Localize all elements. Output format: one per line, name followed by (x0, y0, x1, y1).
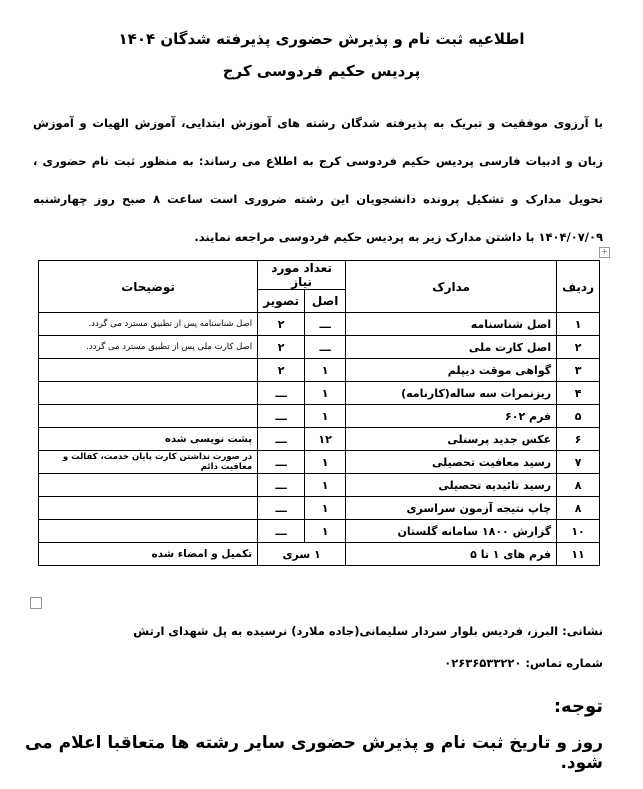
original-count: ۱۲ (305, 428, 346, 451)
document-name: عکس جدید پرسنلی (346, 428, 557, 451)
note: در صورت نداشتن کارت پایان خدمت، کفالت و معافیت دائم (39, 451, 258, 474)
original-count: ـــ (305, 336, 346, 359)
header-notes: توضیحات (39, 261, 258, 313)
table-row (39, 474, 600, 497)
table-row (39, 405, 600, 428)
row-number: ۲ (557, 336, 600, 359)
header-count: تعداد مورد نیاز (258, 261, 346, 290)
document-name: گواهی موقت دیپلم (346, 359, 557, 382)
copy-count: ـــ (258, 497, 305, 520)
document-name: اصل شناسنامه (346, 313, 557, 336)
header-original: اصل (305, 290, 346, 313)
move-icon[interactable]: + (599, 247, 610, 258)
document-name: رسید معافیت تحصیلی (346, 451, 557, 474)
copy-count: ـــ (258, 520, 305, 543)
page-title: اطلاعیه ثبت نام و پذیرش حضوری پذیرفته شدگان ۱۴۰۴ (118, 30, 525, 48)
original-count: ۱ (305, 359, 346, 382)
row-number: ۱۰ (557, 520, 600, 543)
document-name: فرم ۶۰۲ (346, 405, 557, 428)
documents-table (38, 260, 600, 566)
copy-count: ۲ (258, 313, 305, 336)
attention-text: روز و تاریخ ثبت نام و پذیرش حضوری سایر رشته ها متعاقبا اعلام می شود. (24, 733, 603, 773)
table-row (39, 451, 600, 474)
note (39, 382, 258, 405)
note (39, 474, 258, 497)
copy-count: ـــ (258, 428, 305, 451)
row-number: ۵ (557, 405, 600, 428)
original-count: ۱ (305, 451, 346, 474)
row-number: ۴ (557, 382, 600, 405)
document-name: رسید تائیدیه تحصیلی (346, 474, 557, 497)
resize-handle-icon[interactable] (30, 597, 42, 609)
table-row (39, 336, 600, 359)
original-count: ۱ (305, 382, 346, 405)
count-value: ۱ سری (258, 543, 346, 566)
copy-count: ـــ (258, 474, 305, 497)
note (39, 405, 258, 428)
note: تکمیل و امضاء شده (39, 543, 258, 566)
copy-count: ـــ (258, 382, 305, 405)
intro-paragraph: با آرزوی موفقیت و تبریک به پذیرفته شدگان رشته های آموزش ابتدایی، آموزش الهیات و آموزش زبان و ادبیات فارسی پردیس حکیم فردوسی کرج به اطلاع می رساند: به منظور ثبت نام حضوری ، تحویل مدارک و تشکیل پرونده دانشجویان این رشته ضروری است ساعت ۸ صبح روز چهارشنبه ۱۴۰۴/۰۷/۰۹ با داشتن مدارک زیر به پردیس حکیم فردوسی مراجعه نمایند. (33, 116, 603, 244)
original-count: ۱ (305, 497, 346, 520)
document-name: ریزنمرات سه ساله(کارنامه) (346, 382, 557, 405)
header-documents: مدارک (346, 261, 557, 313)
original-count: ۱ (305, 520, 346, 543)
header-row-number: ردیف (557, 261, 600, 313)
table-row (39, 520, 600, 543)
note (39, 497, 258, 520)
table-row (39, 428, 600, 451)
document-name: گزارش ۱۸۰۰ سامانه گلستان (346, 520, 557, 543)
document-name: چاپ نتیجه آزمون سراسری (346, 497, 557, 520)
row-number: ۱۱ (557, 543, 600, 566)
note: اصل کارت ملی پس از تطبیق مسترد می گردد. (39, 336, 258, 359)
table-row (39, 543, 600, 566)
copy-count: ۲ (258, 336, 305, 359)
attention-label: توجه: (553, 696, 603, 717)
page-subtitle: پردیس حکیم فردوسی کرج (222, 62, 421, 80)
address: نشانی: البرز، فردیس بلوار سردار سلیمانی(جاده ملارد) نرسیده به پل شهدای ارتش (133, 624, 603, 638)
row-number: ۱ (557, 313, 600, 336)
table-row (39, 382, 600, 405)
header-copy: تصویر (258, 290, 305, 313)
row-number: ۷ (557, 451, 600, 474)
table-row (39, 313, 600, 336)
note: پشت نویسی شده (39, 428, 258, 451)
document-name: فرم های ۱ تا ۵ (346, 543, 557, 566)
note (39, 520, 258, 543)
original-count: ـــ (305, 313, 346, 336)
copy-count: ۲ (258, 359, 305, 382)
copy-count: ـــ (258, 451, 305, 474)
phone: شماره تماس: ۰۲۶۳۶۵۳۳۲۲۰ (444, 656, 603, 670)
row-number: ۸ (557, 497, 600, 520)
original-count: ۱ (305, 474, 346, 497)
row-number: ۶ (557, 428, 600, 451)
table-row (39, 497, 600, 520)
document-name: اصل کارت ملی (346, 336, 557, 359)
copy-count: ـــ (258, 405, 305, 428)
note: اصل شناسنامه پس از تطبیق مسترد می گردد. (39, 313, 258, 336)
original-count: ۱ (305, 405, 346, 428)
row-number: ۸ (557, 474, 600, 497)
table-row (39, 359, 600, 382)
row-number: ۳ (557, 359, 600, 382)
note (39, 359, 258, 382)
